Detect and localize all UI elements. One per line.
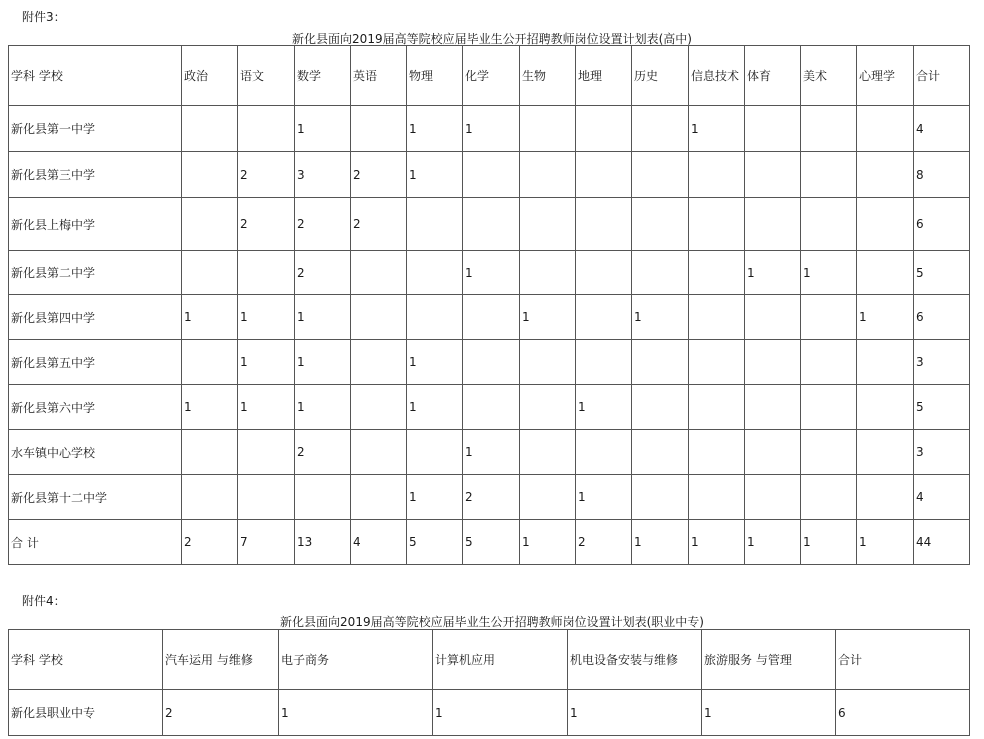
t1-cell (801, 152, 857, 198)
t1-cell (576, 295, 632, 340)
t1-cell (745, 430, 801, 475)
t1-cell: 2 (295, 251, 351, 295)
t1-cell: 1 (295, 106, 351, 152)
t1-cell: 美术 (801, 46, 857, 106)
t1-cell: 信息技术 (689, 46, 745, 106)
t1-cell: 7 (238, 520, 295, 565)
t2-cell: 1 (279, 690, 433, 736)
t1-cell: 1 (295, 295, 351, 340)
t1-cell (182, 152, 238, 198)
t1-cell (520, 475, 576, 520)
t1-cell: 2 (238, 152, 295, 198)
t2-row (9, 690, 970, 736)
t1-cell (520, 198, 576, 251)
t1-cell (745, 198, 801, 251)
t2-cell: 旅游服务 与管理 (702, 630, 836, 690)
t1-cell (238, 475, 295, 520)
t1-cell (182, 475, 238, 520)
t1-cell: 学科 学校 (9, 46, 182, 106)
t1-cell: 水车镇中心学校 (9, 430, 182, 475)
t1-cell: 4 (914, 106, 970, 152)
t1-cell: 1 (745, 251, 801, 295)
t1-cell: 1 (407, 340, 463, 385)
t1-cell (520, 251, 576, 295)
t1-cell (182, 430, 238, 475)
t1-cell (857, 430, 914, 475)
t1-cell (689, 340, 745, 385)
t2-cell: 新化县职业中专 (9, 690, 163, 736)
t1-cell (745, 152, 801, 198)
t1-cell (745, 106, 801, 152)
t1-cell (295, 475, 351, 520)
t1-cell: 1 (463, 430, 520, 475)
t1-cell (238, 106, 295, 152)
t1-cell: 2 (351, 152, 407, 198)
t1-cell (351, 340, 407, 385)
t1-cell: 1 (407, 106, 463, 152)
t1-cell (182, 340, 238, 385)
t1-cell: 8 (914, 152, 970, 198)
t1-cell (576, 152, 632, 198)
t1-cell (689, 152, 745, 198)
t1-cell (351, 106, 407, 152)
annex3-label: 附件3： (22, 10, 66, 24)
t1-cell (857, 251, 914, 295)
t1-cell (182, 251, 238, 295)
t1-cell (632, 430, 689, 475)
t2-header-row (9, 630, 970, 690)
t1-cell: 1 (857, 520, 914, 565)
t1-cell (520, 430, 576, 475)
t1-cell (520, 106, 576, 152)
t1-cell: 5 (914, 385, 970, 430)
annex4-label: 附件4： (22, 594, 66, 608)
t1-cell (857, 198, 914, 251)
t1-cell (463, 198, 520, 251)
t1-cell (801, 475, 857, 520)
t1-cell: 1 (463, 251, 520, 295)
t1-cell (857, 152, 914, 198)
t2-cell: 1 (433, 690, 568, 736)
t1-cell: 4 (914, 475, 970, 520)
t1-row (9, 295, 970, 340)
t1-cell: 1 (801, 251, 857, 295)
t1-cell: 2 (351, 198, 407, 251)
t1-cell (407, 430, 463, 475)
t1-cell (689, 385, 745, 430)
t1-cell: 新化县第六中学 (9, 385, 182, 430)
t1-cell (351, 475, 407, 520)
t1-row (9, 198, 970, 251)
t1-cell (689, 430, 745, 475)
t1-cell: 1 (689, 106, 745, 152)
t1-cell: 新化县第一中学 (9, 106, 182, 152)
t1-cell (576, 198, 632, 251)
t1-cell: 1 (576, 475, 632, 520)
t1-cell (801, 385, 857, 430)
t1-cell (857, 475, 914, 520)
t1-cell: 1 (689, 520, 745, 565)
t1-cell (801, 295, 857, 340)
annex3-title: 新化县面向2019届高等院校应届毕业生公开招聘教师岗位设置计划表(高中) (292, 32, 692, 46)
t1-cell: 体育 (745, 46, 801, 106)
t1-cell: 政治 (182, 46, 238, 106)
t1-row (9, 251, 970, 295)
t1-cell: 6 (914, 295, 970, 340)
t2-cell: 电子商务 (279, 630, 433, 690)
t1-cell (463, 295, 520, 340)
t1-cell: 1 (238, 295, 295, 340)
t1-cell: 2 (238, 198, 295, 251)
t1-cell: 2 (295, 198, 351, 251)
t1-cell: 13 (295, 520, 351, 565)
t1-cell (576, 106, 632, 152)
t1-cell (520, 152, 576, 198)
high-school-plan-table (8, 45, 970, 565)
t1-cell: 3 (914, 340, 970, 385)
t1-cell (632, 106, 689, 152)
t1-cell: 1 (407, 385, 463, 430)
t1-cell: 新化县第二中学 (9, 251, 182, 295)
t1-cell (632, 251, 689, 295)
t1-row (9, 340, 970, 385)
t1-cell: 2 (182, 520, 238, 565)
t1-row (9, 475, 970, 520)
t1-cell: 地理 (576, 46, 632, 106)
t1-cell: 1 (407, 152, 463, 198)
t1-cell: 1 (632, 295, 689, 340)
t1-header-row (9, 46, 970, 106)
t1-cell: 2 (576, 520, 632, 565)
t2-cell: 1 (702, 690, 836, 736)
t1-cell (632, 475, 689, 520)
t1-cell (407, 295, 463, 340)
t1-cell: 1 (238, 340, 295, 385)
t2-cell: 机电设备安装与维修 (568, 630, 702, 690)
t2-cell: 学科 学校 (9, 630, 163, 690)
t1-cell (801, 106, 857, 152)
t2-cell: 6 (836, 690, 970, 736)
t1-cell: 1 (801, 520, 857, 565)
t1-cell: 化学 (463, 46, 520, 106)
t1-cell: 新化县第三中学 (9, 152, 182, 198)
t1-cell (351, 430, 407, 475)
t1-cell (857, 106, 914, 152)
t1-cell (238, 251, 295, 295)
t1-cell: 新化县第五中学 (9, 340, 182, 385)
t2-cell: 汽车运用 与维修 (163, 630, 279, 690)
t1-cell (689, 198, 745, 251)
t1-cell (745, 295, 801, 340)
t2-cell: 2 (163, 690, 279, 736)
t1-cell (520, 385, 576, 430)
t1-row (9, 152, 970, 198)
t1-cell: 1 (520, 295, 576, 340)
vocational-plan-table (8, 629, 970, 736)
t1-cell: 5 (914, 251, 970, 295)
t1-cell (689, 475, 745, 520)
t1-cell: 心理学 (857, 46, 914, 106)
t1-cell: 物理 (407, 46, 463, 106)
t1-cell: 1 (745, 520, 801, 565)
t1-cell: 2 (295, 430, 351, 475)
t1-cell: 6 (914, 198, 970, 251)
t1-cell (182, 198, 238, 251)
t1-cell (351, 295, 407, 340)
t1-row (9, 385, 970, 430)
t1-cell (576, 340, 632, 385)
t1-cell (632, 385, 689, 430)
t1-cell (407, 198, 463, 251)
t1-cell: 1 (407, 475, 463, 520)
t1-row (9, 520, 970, 565)
t1-cell (857, 385, 914, 430)
t2-cell: 1 (568, 690, 702, 736)
t1-cell: 1 (576, 385, 632, 430)
t1-cell (632, 340, 689, 385)
t1-row (9, 430, 970, 475)
t2-cell: 合计 (836, 630, 970, 690)
t1-cell: 44 (914, 520, 970, 565)
t1-cell (576, 251, 632, 295)
t1-cell (745, 385, 801, 430)
t1-cell: 数学 (295, 46, 351, 106)
t1-cell: 1 (182, 385, 238, 430)
t1-cell: 4 (351, 520, 407, 565)
t1-cell: 5 (463, 520, 520, 565)
t1-cell: 新化县第十二中学 (9, 475, 182, 520)
t1-cell (407, 251, 463, 295)
t1-cell: 历史 (632, 46, 689, 106)
t1-cell: 1 (463, 106, 520, 152)
t1-cell: 2 (463, 475, 520, 520)
t1-cell: 新化县第四中学 (9, 295, 182, 340)
t1-cell: 1 (295, 385, 351, 430)
t1-cell (182, 106, 238, 152)
t1-cell (689, 295, 745, 340)
t1-cell: 1 (857, 295, 914, 340)
t1-cell (463, 152, 520, 198)
t1-cell (238, 430, 295, 475)
t1-cell: 1 (238, 385, 295, 430)
t1-cell: 3 (295, 152, 351, 198)
t1-cell: 英语 (351, 46, 407, 106)
t1-cell (520, 340, 576, 385)
t1-cell (463, 340, 520, 385)
t1-cell: 1 (182, 295, 238, 340)
t1-cell (689, 251, 745, 295)
t1-cell: 语文 (238, 46, 295, 106)
t1-row (9, 106, 970, 152)
t1-cell: 生物 (520, 46, 576, 106)
t1-cell (801, 430, 857, 475)
t1-cell (801, 340, 857, 385)
t1-cell (745, 340, 801, 385)
t1-cell (632, 198, 689, 251)
t1-cell (576, 430, 632, 475)
t1-cell: 1 (632, 520, 689, 565)
t1-cell (351, 385, 407, 430)
t1-cell: 3 (914, 430, 970, 475)
t1-cell: 新化县上梅中学 (9, 198, 182, 251)
t2-cell: 计算机应用 (433, 630, 568, 690)
t1-cell (745, 475, 801, 520)
t1-cell (351, 251, 407, 295)
t1-cell: 1 (295, 340, 351, 385)
t1-cell (857, 340, 914, 385)
annex4-title: 新化县面向2019届高等院校应届毕业生公开招聘教师岗位设置计划表(职业中专) (280, 615, 704, 629)
t1-cell (632, 152, 689, 198)
t1-cell (801, 198, 857, 251)
t1-cell: 1 (520, 520, 576, 565)
t1-cell (463, 385, 520, 430)
t1-cell: 合计 (914, 46, 970, 106)
t1-cell: 合 计 (9, 520, 182, 565)
t1-cell: 5 (407, 520, 463, 565)
